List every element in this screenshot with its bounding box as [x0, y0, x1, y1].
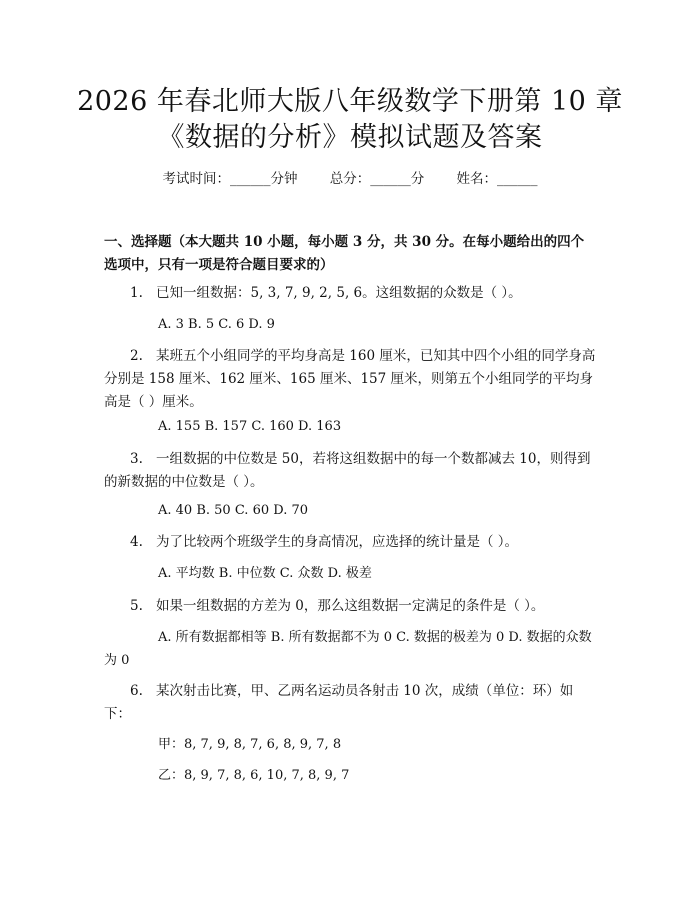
question-text: 某次射击比赛，甲、乙两名运动员各射击 10 次，成绩（单位：环）如下： [104, 683, 574, 722]
question-3 [104, 448, 598, 494]
question-number: 3. [130, 451, 143, 467]
question-text: 某班五个小组同学的平均身高是 160 厘米，已知其中四个小组的同学身高分别是 158 厘米、162 厘米、165 厘米、157 厘米，则第五个小组同学的平均身高是（ ）厘米。 [104, 348, 596, 410]
document-title-line2: 《数据的分析》模拟试题及答案 [157, 122, 543, 153]
total-score-field: 总分：______分 [329, 171, 425, 187]
student-name-field: 姓名：______ [456, 171, 538, 187]
question-number: 2. [130, 348, 143, 364]
exam-time-field: 考试时间：______分钟 [162, 171, 298, 187]
question-text: 一组数据的中位数是 50，若将这组数据中的每一个数都减去 10，则得到的新数据的中位数是（ ）。 [104, 451, 591, 490]
question-4-options: A. 平均数 B. 中位数 C. 众数 D. 极差 [158, 566, 372, 581]
question-3-options: A. 40 B. 50 C. 60 D. 70 [158, 503, 309, 518]
question-4 [104, 531, 598, 554]
question-6 [104, 680, 598, 726]
exam-info [0, 169, 700, 189]
question-number: 4. [130, 534, 143, 550]
document-title-line1: 2026 年春北师大版八年级数学下册第 10 章 [77, 86, 623, 117]
question-6-data-yi: 乙：8, 9, 7, 8, 6, 10, 7, 8, 9, 7 [158, 768, 350, 783]
question-text: 如果一组数据的方差为 0，那么这组数据一定满足的条件是（ ）。 [156, 598, 545, 614]
question-5-options: A. 所有数据都相等 B. 所有数据都不为 0 C. 数据的极差为 0 D. 数据的众数为 0 [104, 630, 592, 668]
question-5 [104, 595, 598, 618]
question-2-options: A. 155 B. 157 C. 160 D. 163 [158, 419, 342, 434]
section-heading: 一、选择题（本大题共 10 小题，每小题 3 分，共 30 分。在每小题给出的四个选项中，只有一项是符合题目要求的） [104, 234, 585, 273]
question-2 [104, 345, 598, 414]
question-1-options: A. 3 B. 5 C. 6 D. 9 [158, 317, 275, 332]
question-number: 1. [130, 285, 143, 301]
question-1 [104, 282, 598, 305]
question-text: 已知一组数据：5, 3, 7, 9, 2, 5, 6。这组数据的众数是（ ）。 [156, 285, 522, 301]
question-text: 为了比较两个班级学生的身高情况，应选择的统计量是（ ）。 [156, 534, 519, 550]
question-number: 5. [130, 598, 143, 614]
question-number: 6. [130, 683, 143, 699]
question-6-data-jia: 甲：8, 7, 9, 8, 7, 6, 8, 9, 7, 8 [158, 737, 342, 752]
